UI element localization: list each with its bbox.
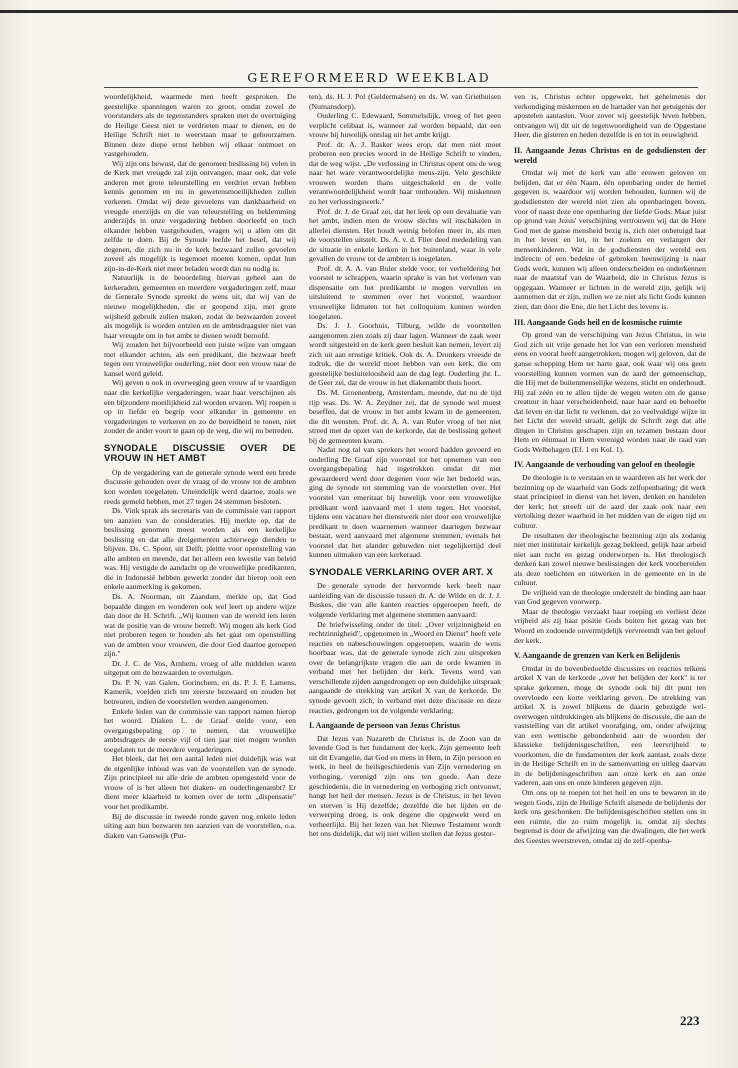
paragraph: Het bleek, dat het een aantal leden niet duidelijk was wat de eigenlijke inhoud was van de voorstellen van de synode. Zijn principieel nu alle drie de ambten opengesteld voor de vrouw of is het alleen het diaken- en ouderlingenambt? Er dient meer klaarheid te komen over de term „dispensatie" voor het predikambt. xyxy=(104,754,296,812)
paragraph: Dr. J. C. de Vos, Arnhem, vroeg of alle middelen waren uitgeput om de bezwaarden te overtuigen. xyxy=(104,658,296,678)
paragraph: Ouderling C. Edewaard, Sommelsdijk, vroeg of het geen verplicht celibaat is, wanneer zal worden bepaald, dat een vrouw bij huwelijk ontslag uit het ambt krijgt. xyxy=(309,111,501,140)
paragraph: Wij zouden het bijvoorbeeld een juiste wijze van omgaan met elkander achten, als een predikant, die bezwaar heeft tegen een vrouwelijke ouderling, niet door een vrouw naar de kansel werd geleid. xyxy=(104,340,296,378)
page-number: 223 xyxy=(680,1013,700,1028)
paragraph: Om ons op te roepen tot het heil en ons te bewaren in de wegen Gods, zijn de Heilige Schrift alsmede de belijdenis der kerk ons geschonken. De belijdenisgeschriften stellen ons in een ruimte, die zo ruim mogelijk is, omdat zij slechts begrensd is door de afwijzing van die dwalingen, die het werk des Geestes weerstreven, omdat zij de zelf-openba- xyxy=(514,787,706,845)
paragraph: woordelijkheid, waarmede men heeft gesproken. De geestelijke spanningen waren zo groot, omdat zowel de voorstanders als de tegenstanders spraken met de overtuiging de Heilige Geest niet te verdrieten maar te dienen, en de Heilige Schrift niet te weerstaan maar te gehoorzamen. Binnen deze diepe ernst hebben wij elkaar ontmoet en vastgehouden. xyxy=(104,92,296,159)
paragraph: Omdat wij met de kerk van alle eeuwen geloven en belijden, dat er één Naam, één openbaring onder de hemel gegeven is, waardoor wij worden behouden, kunnen wij de godsdiensten der wereld niet zien als openbaringen boven, voor of naast deze ene openbaring der liefde Gods. Maar juist op grond van Jezus' verschijning vertrouwen wij dat de Here God met de ganse mensheid bezig is, zich niet onbetuigd laat in het leven en lot, in het zoeken en verlangen der mensenkinderen. Wat in de godsdiensten der wereld een indirecte of een bedekte of gebroken heenwijzing is naar Gods werk, kunnen wij alleen onderscheiden en onderkennen naar de maatstaf van de Waarheid, die in Christus Jezus is opgegaan. Wanneer er lichten in de wereld zijn, gelijk wij aannemen dat er zijn, zullen we ze niet als licht Gods kunnen zien, dan door die Ene, die het Licht des levens is. xyxy=(514,168,706,311)
top-border-rule xyxy=(0,10,738,13)
column-1 xyxy=(104,92,296,1050)
paragraph: Ds. M. Groenenberg, Amsterdam, meende, dat nu de tijd rijp was. Ds. W. A. Zeydner zei, dat de synode wel moest beseffen, dat de vrouw in het ambt kwam in de gemeenten, die dit wensten. Prof. dr. A. A. van Ruler vroeg of het niet streed met de opzet van de kerkorde, dat de beslissing geheel bij de gemeenten kwam. xyxy=(309,387,501,445)
paragraph: Enkele leden van de commissie van rapport namen hierop het woord. Diaken L. de Graaf stelde voor, een overgangsbepaling op te nemen, dat vrouwelijke ambtsdragers de eerste vijf of tien jaar niet mogen worden toegelaten tot de meerdere vergaderingen. xyxy=(104,706,296,754)
paragraph: Ds. J. J. Goorhuis, Tilburg, wilde de voorstellen aangenomen zien zoals zij daar lagen. Wanneer de zaak weer wordt uitgesteld en de kerk geen besluit kan nemen, levert zij zich uit aan ernstige kritiek. Ook ds. A. Dronkers vreesde de indruk, die de wereld moet hebben van een kerk, die om geestelijke besluiteloosheid aan de dag legt. Ouderling jhr. L. de Geer zei, dat de vrouw in het diakenambt thuis hoort. xyxy=(309,321,501,388)
subsection-heading: V. Aangaande de grenzen van Kerk en Belijdenis xyxy=(514,651,680,661)
paragraph: Wij geven u ook in overweging geen vrouw af te vaardigen naar die kerkelijke vergaderingen, waar haar verschijnen als een bijzondere moeilijkheid zal worden ervaren. Wij roepen u op in liefde en begrip voor elkander in gemeente en vergaderingen te verkeren en zo de bereidheid te tonen, niet zonder de ander voort te gaan op de weg, die wij nu betreden. xyxy=(104,378,296,436)
paragraph: Omdat in de bovenbedoelde discussies en reacties telkens artikel X van de kerkorde „over het belijden der kerk" is ter sprake gekomen, moge de synode ook bij dit punt ten overvloede een korte verklaring geven. De strekking van artikel X is zowel blijkens de daarin gebezigde wel-overwogen uitdrukkingen als blijkens de discussie, die aan de vaststelling van dit artikel voorafging, om, onder afwijzing van een wettische gebondenheid aan de woorden der klassieke belijdenisgeschriften, een leervrijheid te voorkomen, die de fundamenten der kerk aantast, zoals deze in de Heilige Schrift en in de samenvatting en uitleg daarvan in de belijdenisgeschriften aan onze kerk en aan onze vaderen, aan ons en onze kinderen gegeven zijn. xyxy=(514,663,706,788)
masthead: GEREFORMEERD WEEKBLAD xyxy=(247,70,491,85)
paragraph: Dat Jezus van Nazareth de Christus is, de Zoon van de levende God is het fundament der kerk. Zijn gemeente leeft uit dit Evangelie, dat God en mens in Hem, in Zijn persoon en werk, in heel de heilsgeschiedenis van Zijn vernedering en verhoging, verenigd zijn ons ten goede. Aan deze geschiedenis, die in vernedering en verhoging zich ontvouwt, hangt het heil der mensen. Jezus is de Christus, in het leven en sterven is Hij dezelfde; dezelfde die het lijden en de verwerping droeg, is ook degene die opgewekt werd en verheerlijkt. Bij het lezen van het Nieuwe Testament wordt het ons duidelijk, dat wij niet willen stellen dat Jezus gestor- xyxy=(309,733,501,839)
paragraph: Maar de theologie verzaakt haar roeping en verliest deze vrijheid als zij haar positie Gods buiten het gezag van het Woord en zodoende onvermijdelijk vervreemdt van het geloof der kerk. xyxy=(514,606,706,645)
paragraph: Wij zijn ons bewust, dat de genomen beslissing bij velen in de Kerk met vreugde zal zijn ontvangen, maar ook, dat vele anderen met grote teleurstelling en verdriet ervan hebben kennis genomen en nu in gewetensmoeilijkheden zullen verkeren. Omdat wij deze gevoelens van dankbaarheid en vreugde enerzijds en die van teleurstelling en beklemming anderzijds in onze vergadering hebben doorleefd en toch elkander hebben vastgehouden, vragen wij u allen om dit zelfde te doen. Bij de Synode leefde het besef, dat wij degenen, die zich nu in de kerk bezwaard zullen gevoelen zoveel als mogelijk is tegemoet moeten komen, opdat hun zijn-in-de-Kerk niet meer beladen wordt dan nu nodig is. xyxy=(104,158,296,273)
subsection-heading: II. Aangaande Jezus Christus en de godsdiensten der wereld xyxy=(514,145,706,165)
paragraph: Op de vergadering van de generale synode werd een brede discussie gehouden over de vraag of de vrouw tot de ambten kon worden toegelaten. Uiteindelijk werd daartoe, zoals we reeds gemeld hebben, met 27 tegen 24 stemmen besloten. xyxy=(104,467,296,506)
paragraph: De resultaten der theologische bezinning zijn als zodanig niet met institutair kerkelijk gezag bekleed, gelijk haar arbeid niet aan tucht en gezag onderworpen is. Het theologisch denken kan zowel nieuwe beslissingen der kerk voorbereiden als deze toelichten en uitwerken in de gemeente en in de cultuur. xyxy=(514,530,706,588)
column-3 xyxy=(514,92,706,1050)
text-columns xyxy=(104,92,706,1050)
paragraph: Nadat nog tal van sprekers het woord hadden gevoerd en ouderling De Graaf zijn voorstel tot het opnemen van een overgangsbepaling had ingetrokken omdat dit niet gewaardeerd werd door degenen voor wie het bedoeld was, ging de synode tot stemming van de voorstellen over. Het voorstel van emeritaat bij huwelijk voor een vrouwelijke predikant werd aanvaard met 1 stem tegen. Het voorstel, tijdens een vacature het dienstwerk niet door een vrouwelijke predikant te doen waarnemen wanneer daartegen bezwaar bestaat, werd aanvaard met algemene stemmen, evenals het voorstel dat het alander gehuwden niet tegelijkertijd deel kunnen uitmaken van een kerkeraad. xyxy=(309,445,501,560)
subsection-heading: III. Aangaande Gods heil en de kosmische ruimte xyxy=(514,317,683,327)
paragraph: Prof. dr. J. de Graaf zei, dat het leek op een devaluatie van het ambt, indien men de vrouw slechts wil inschakelen in allerlei diensten. Het houdt weinig belofen meer in, als men de voorstellen uitstelt. Ds. A. v. d. Flier deed mededeling van de situatie in enkele kerken in het buitenland, waar in vele gevallen de vrouw tot de ambten is toegelaten. xyxy=(309,206,501,264)
paragraph: De theologie is te verstaan en te waarderen als het werk der bezinning op de waarheid van Gods zelfopenbaring; dit werk staat principieel in dienst van het leven, denken en handelen der kerk; het streeft uit de aard der zaak ook naar een vertolking dezer waarheid in het midden van de eigen tijd en cultuur. xyxy=(514,473,706,530)
paragraph: De generale synode der hervormde kerk heeft naar aanleiding van de discussie tussen dr. A. de Wilde en dr. J. J. Buskes, die van alle kanten reacties opgeroepen heeft, de volgende verklaring met algemene stemmen aanvaard: xyxy=(309,581,501,620)
paragraph: ten), ds. H. J. Pol (Geldermalsen) en ds. W. van Griethuisen (Numansdorp). xyxy=(309,92,501,111)
subsection-heading: I. Aangaande de persoon van Jezus Christus xyxy=(309,721,460,731)
paragraph: Ds. Vink sprak als secretaris van de commissie van rapport ten aanzien van de consideraties. Hij merkte op, dat de beslissing genomen moest worden als een kerkelijke beslissing en dat alle dreigementen achterwege dienden te blijven. Ds. C. Spoor, uit Delft, pleitte voor openstelling van alle ambten en meende, dat het alleen een kwestie van beleid was. Hij vestigde de aandacht op de vrouwelijke predikanten, die in Indonesië hebben gewerkt zonder dat hierop ooit een enkele aanmerking is gekomen. xyxy=(104,506,296,592)
section-heading: SYNODALE DISCUSSIE OVER DE VROUW IN HET AMBT xyxy=(104,441,296,464)
section-heading: SYNODALE VERKLARING OVER ART. X xyxy=(309,565,493,577)
column-2 xyxy=(309,92,501,1050)
paragraph: ven is, Christus echter opgewekt, het geheimenis der verkondiging miskennen en de hartader van het getuigenis der apostelen aantasten. Voor zover wij geestelijk leven hebben, ontvangen wij dit uit de tegenwoordigheid van de Opgestane Heer, die gisteren en heden dezelfde is en tot in eeuwigheid. xyxy=(514,92,706,140)
paragraph: Natuurlijk is de beoordeling hiervan geheel aan de kerkeraden, gemeenten en meerdere vergaderingen zelf, maar de Generale Synode spreekt de wens uit, dat wij van de nieuwe mogelijkheden, die er geopend zijn, met grote wijsheid gebruik zullen maken, zodat de bezwaarden zoveel als mogelijk is worden ontzien en de ambtsdraagster niet van haar vreugde om in het ambt te dienen wordt beroofd. xyxy=(104,273,296,340)
masthead-rule xyxy=(104,87,698,88)
paragraph: De briefwisseling onder de titel: „Over vrijzinnigheid en rechtzinnigheid", opgenomen in „Woord en Dienst" heeft vele reacties en nabeschouwingen opgeroepen, waarin de wens hoorbaar was, dat de generale synode zich zou uitspreken over de belangrijkste vragen die aan de orde kwamen in verband met het belijden der kerk. Tevens werd van verschillende zijden aangedrongen op een duidelijke uitspraak aangaande de strekking van artikel X van de kerkorde. De synode gevoelt zich, in verband met deze discussie en deze reacties, gedrongen tot de volgende verklaring: xyxy=(309,619,501,715)
paragraph: Prof. dr. A. J. Rasker wees erop, dat men niet moet proberen een precies woord in de Heilige Schrift te vinden, dat de weg wijst. „De verlossing in Christus opent ons de weg naar het ware verantwoordelijke mens-zijn. Vele geschikte vrouwen worden thans uitgeschakeld en de volle verantwoordelijkheid wordt haar onthouden. Wij miskennen zo het verlossingswerk." xyxy=(309,139,501,207)
paragraph: Prof. dr. A. A. van Ruler stelde voor, ter verheldering het voorstel te schrappen, waarin sprake is van het verlenen van dispensatie om het predikambt te mogen vervullen en uitsluitend te stemmen over het voorstel, waardoor vrouwelijke lidmaten tot het colloquium kunnen worden toegelaten. xyxy=(309,263,501,321)
paragraph: Op grond van de verschijning van Jezus Christus, in wie God zich uit vrije genade het lot van een verloren mensheid eens en vooral heeft aangetrokken, mogen wij geloven, dat de ganse schepping Hem ter harte gaat, ook waar wij ons geen voorstelling kunnen vormen van de aard der gemeenschap, die Hij met de buitenmenselijke wezens, sticht en onderhoudt. Hij zal zéén en te allen tijde de wegen weten om de ganse creatuur in haar verscheidenheid, naar haar aard en behoefte dat leven en dat licht te verlenen, dat zo veelvuldige wijze in het Licht der wereld straalt, gelijk de Schrift zegt dat alle dingen in Christus geschapen zijn en tezamen bestaan door Hem en éénmaal in Hem verenigd worden naar de raad van Gods Welbehagen (Ef. 1 en Kol. 1). xyxy=(514,330,706,454)
paragraph: Ds. A. Noorman, uit Zaandam, merkte op, dat God bepaalde dingen en wonderen ook wel leert op andere wijze dan door de H. Schrift. „Wij kunnen van de wereld iets leren wat de positie van de vrouw betreft. Wij mogen als kerk God niet proberen tegen te houden als het gaat om openstelling van de ambten voor vrouwen, die door God daartoe geroepen zijn." xyxy=(104,591,296,659)
paragraph: Bij de discussie in tweede ronde gaven nog enkele leden uiting aan hun bezwaren ten aanzien van de voorstellen, o.a. diaken van Ganswijk (Put- xyxy=(104,811,296,840)
paragraph: Ds. P. N. van Galen, Gorinchem, en ds. P. J. F. Lamens, Kamerik, voelden zich ten zeerste bezwaard en zouden het betreuren, indien de voorstellen werden aangenomen. xyxy=(104,677,296,706)
subsection-heading: IV. Aangaande de verhouding van geloof en theologie xyxy=(514,460,695,470)
paragraph: De vrijheid van de theologie onderstelt de binding aan haar van God gegeven voorwerp. xyxy=(514,587,706,607)
